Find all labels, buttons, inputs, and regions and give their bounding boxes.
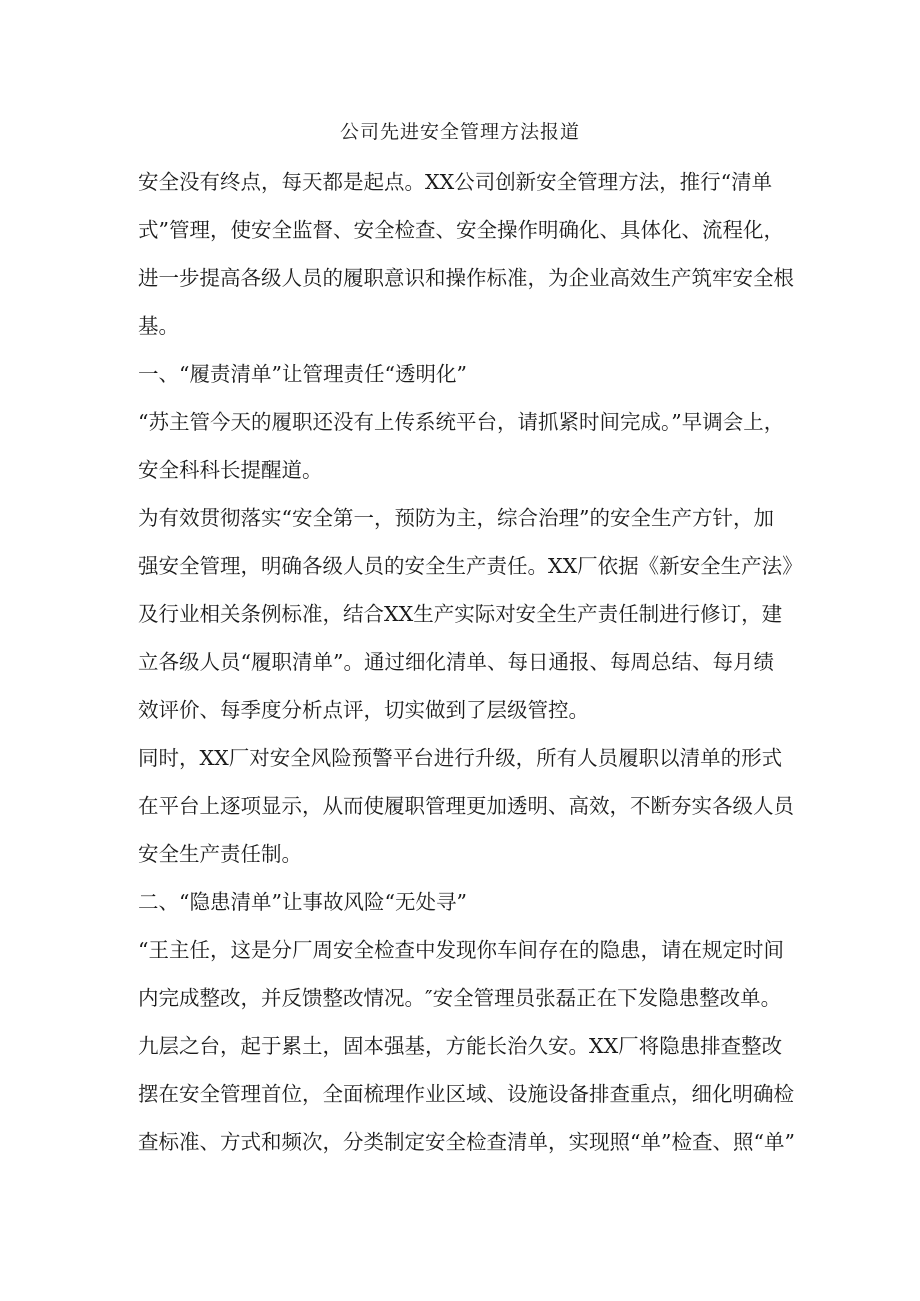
text-line: 及行业相关条例标准，结合XX生产实际对安全生产责任制进行修订，建 bbox=[138, 602, 783, 626]
text-line: 安全科科长提醒道。 bbox=[138, 458, 323, 482]
text-line: 安全没有终点，每天都是起点。XX公司创新安全管理方法，推行“清单 bbox=[138, 170, 773, 194]
text-line: “苏主管今天的履职还没有上传系统平台，请抓紧时间完成。”早调会上， bbox=[138, 410, 785, 434]
text-line: 基。 bbox=[138, 314, 179, 338]
text-line: 进一步提高各级人员的履职意识和操作标准，为企业高效生产筑牢安全根 bbox=[138, 266, 794, 290]
section-heading-2: 二、“隐患清单”让事故风险“无处寻” bbox=[138, 890, 467, 914]
section-heading-1: 一、“履责清单”让管理责任“透明化” bbox=[138, 362, 467, 386]
text-line: 安全生产责任制。 bbox=[138, 842, 302, 866]
text-line: 摆在安全管理首位，全面梳理作业区域、设施设备排查重点，细化明确检 bbox=[138, 1082, 794, 1106]
document-body bbox=[138, 162, 803, 1170]
text-line: 强安全管理，明确各级人员的安全生产责任。XX厂依据《新安全生产法》 bbox=[138, 554, 803, 578]
text-line: 立各级人员“履职清单”。通过细化清单、每日通报、每周总结、每月绩 bbox=[138, 650, 774, 674]
document-title: 公司先进安全管理方法报道 bbox=[339, 121, 580, 143]
text-line: 式”管理，使安全监督、安全检查、安全操作明确化、具体化、流程化， bbox=[138, 218, 784, 242]
text-line: 九层之台，起于累土，固本强基，方能长治久安。XX厂将隐患排查整改 bbox=[138, 1034, 783, 1058]
text-line: 查标准、方式和频次，分类制定安全检查清单，实现照“单”检查、照“单” bbox=[138, 1130, 795, 1154]
text-line: 效评价、每季度分析点评，切实做到了层级管控。 bbox=[138, 698, 589, 722]
text-line: 在平台上逐项显示，从而使履职管理更加透明、高效，不断夯实各级人员 bbox=[138, 794, 794, 818]
text-line: 为有效贯彻落实“安全第一，预防为主，综合治理”的安全生产方针，加 bbox=[138, 506, 774, 530]
text-line: 内完成整改，并反馈整改情况。″安全管理员张磊正在下发隐患整改单。 bbox=[138, 986, 782, 1010]
text-line: 同时，XX厂对安全风险预警平台进行升级，所有人员履职以清单的形式 bbox=[138, 746, 783, 770]
text-line: “王主任，这是分厂周安全检查中发现你车间存在的隐患，请在规定时间 bbox=[138, 938, 784, 962]
